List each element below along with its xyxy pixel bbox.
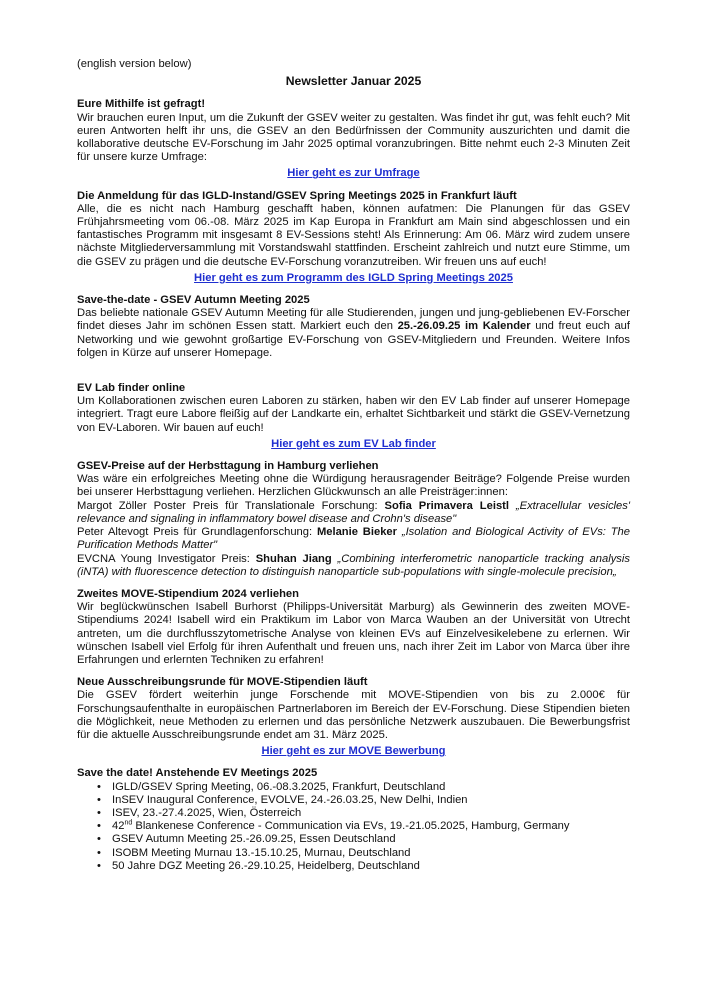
prize-title: „Combining interferometric nanoparticle tracking analysis (iNTA) with fluorescence detection to distinguish nanoparticle sub-populations with single-molecule precision„ <box>77 552 630 578</box>
prizes-heading: GSEV-Preise auf der Herbsttagung in Hamburg verliehen <box>77 460 379 473</box>
list-item: • ISOBM Meeting Murnau 13.-15.10.25, Murnau, Deutschland <box>77 847 630 860</box>
prize-item <box>77 500 630 526</box>
events-heading: Save the date! Anstehende EV Meetings 2025 <box>77 767 318 780</box>
lab-finder-heading: EV Lab finder online <box>77 382 186 395</box>
english-version-note: (english version below) <box>77 58 192 70</box>
list-item: • ISEV, 23.-27.4.2025, Wien, Österreich <box>77 807 630 820</box>
page-title: Newsletter Januar 2025 <box>285 74 422 89</box>
igld-program-link[interactable]: Hier geht es zum Programm des IGLD Spring Meetings 2025 <box>194 271 513 284</box>
list-item <box>77 820 630 833</box>
list-item: • 50 Jahre DGZ Meeting 26.-29.10.25, Heidelberg, Deutschland <box>77 860 630 873</box>
autumn-body-end: und freut euch auf Networking und wie gewohnt großartige EV-Forschung von GSEV-Mitgliedern und Freunden. Weitere Infos folgen in Kürze auf unserer Homepage. <box>77 320 631 359</box>
prizes-section <box>77 460 630 579</box>
autumn-body-start: Das beliebte nationale GSEV Autumn Meeting für alle Studierenden, jungen und jung-gebliebenen EV-Forscher findet dieses Jahr im schönen Essen statt. Markiert euch den <box>77 307 630 333</box>
lab-finder-link[interactable]: Hier geht es zum EV Lab finder <box>271 437 436 450</box>
prize-winner: Melanie Bieker <box>316 526 398 539</box>
newsletter-page <box>77 58 630 882</box>
spacer <box>77 369 630 382</box>
autumn-date: 25.-26.09.25 im Kalender <box>397 320 531 333</box>
move-2024-section <box>77 588 630 667</box>
list-item: • GSEV Autumn Meeting 25.-26.09.25, Essen Deutschland <box>77 833 630 846</box>
prize-title: „Extracellular vesicles' relevance and signaling in inflammatory bowel disease and Crohn's disease" <box>77 499 630 525</box>
lab-finder-body: Um Kollaborationen zwischen euren Laboren zu stärken, haben wir den EV Lab finder auf unserer Homepage integriert. Tragt eure Labore fleißig auf der Landkarte ein, erhaltet Sichtbarkeit und stärkt die GSEV-Vernetzung von EV-Laboren. Wir bauen auf euch! <box>77 395 630 434</box>
events-section <box>77 767 630 873</box>
autumn-heading: Save-the-date - GSEV Autumn Meeting 2025 <box>77 294 310 307</box>
events-list <box>77 781 630 873</box>
list-item: • InSEV Inaugural Conference, EVOLVE, 24.-26.03.25, New Delhi, Indien <box>77 794 630 807</box>
prize-label: Margot Zöller Poster Preis für Translationale Forschung: <box>77 499 385 512</box>
autumn-body <box>77 307 630 360</box>
list-item: • IGLD/GSEV Spring Meeting, 06.-08.3.2025, Frankfurt, Deutschland <box>77 781 630 794</box>
prize-title: „Isolation and Biological Activity of EVs: The Purification Methods Matter" <box>77 526 630 552</box>
move-call-body: Die GSEV fördert weiterhin junge Forschende mit MOVE-Stipendien von bis zu 2.000€ für Forschungsaufenthalte in europäischen Partnerlaboren im Bereich der EV-Forschung. Diese Stipendien bieten die Möglichkeit, neue Methoden zu erlernen und das persönliche Netzwerk auszubauen. Die Bewerbungsfrist für die aktuelle Ausschreibungsrunde endet am 31. März 2025. <box>77 689 630 741</box>
ordinal-suffix: nd <box>124 819 133 827</box>
prize-winner: Sofia Primavera Leistl <box>384 499 509 512</box>
ordinal-number: 42 <box>112 820 125 833</box>
survey-section <box>77 98 630 180</box>
prize-item <box>77 553 630 579</box>
igld-heading: Die Anmeldung für das IGLD-Instand/GSEV Spring Meetings 2025 in Frankfurt läuft <box>77 189 517 202</box>
survey-link[interactable]: Hier geht es zur Umfrage <box>287 167 420 180</box>
survey-body: Wir brauchen euren Input, um die Zukunft der GSEV weiter zu gestalten. Was findet ihr gut, was fehlt euch? Mit euren Antworten helft ihr uns, die GSEV an den Bedürfnissen der Community auszurichten und damit die kollaborative deutsche EV-Forschung im Jahr 2025 optimal voranzubringen. Bitte nehmt euch 2-3 Minuten Zeit für unsere kurze Umfrage: <box>77 111 630 164</box>
prizes-intro: Was wäre ein erfolgreiches Meeting ohne die Würdigung herausragender Beiträge? Folgende Preise wurden bei unserer Herbsttagung verliehen. Herzlichen Glückwunsch an alle Preisträger:innen: <box>77 473 630 499</box>
igld-body: Alle, die es nicht nach Hamburg geschafft haben, können aufatmen: Die Planungen für das GSEV Frühjahrsmeeting vom 06.-08. März 2025 im Kap Europa in Frankfurt am Main sind abgeschlossen und ein fantastisches Programm mit insgesamt 8 EV-Sessions steht! Als Erinnerung: Am 06. März wird zudem unsere nächste Mitgliederversammlung mit Vorstandswahl stattfinden. Erscheint zahlreich und nutzt eure Stimme, um die GSEV zu prägen und die deutsche EV-Forschung voranzutreiben. Wir freuen uns auf euch! <box>77 202 630 268</box>
move-call-section <box>77 676 630 758</box>
move-call-heading: Neue Ausschreibungsrunde für MOVE-Stipendien läuft <box>77 676 368 689</box>
move-2024-body: Wir beglückwünschen Isabell Burhorst (Philipps-Universität Marburg) als Gewinnerin des zweiten MOVE-Stipendiums 2024! Isabell wird ein Praktikum im Labor von Marca Wauben an der Universität von Utrecht antreten, um die durchflusszytometrische Analyse von kleinen EVs auf Einzelvesikelebene zu erlernen. Wir wünschen Isabell viel Erfolg für ihren Aufenthalt und freuen uns, nach ihrer Zeit im Labor von Marca über ihre Erfahrungen und erlernten Techniken zu erfahren! <box>77 601 630 666</box>
igld-section <box>77 190 630 285</box>
autumn-meeting-section <box>77 294 630 360</box>
move-application-link[interactable]: Hier geht es zur MOVE Bewerbung <box>261 745 446 758</box>
event-text: Blankenese Conference - Communication via EVs, 19.-21.05.2025, Hamburg, Germany <box>135 820 570 833</box>
prize-label: EVCNA Young Investigator Preis: <box>77 552 256 565</box>
lab-finder-section <box>77 382 630 451</box>
prize-item <box>77 526 630 552</box>
survey-heading: Eure Mithilfe ist gefragt! <box>77 98 206 111</box>
prize-winner: Shuhan Jiang <box>255 552 332 565</box>
move-2024-heading: Zweites MOVE-Stipendium 2024 verliehen <box>77 587 299 600</box>
prize-label: Peter Altevogt Preis für Grundlagenforschung: <box>77 526 317 539</box>
